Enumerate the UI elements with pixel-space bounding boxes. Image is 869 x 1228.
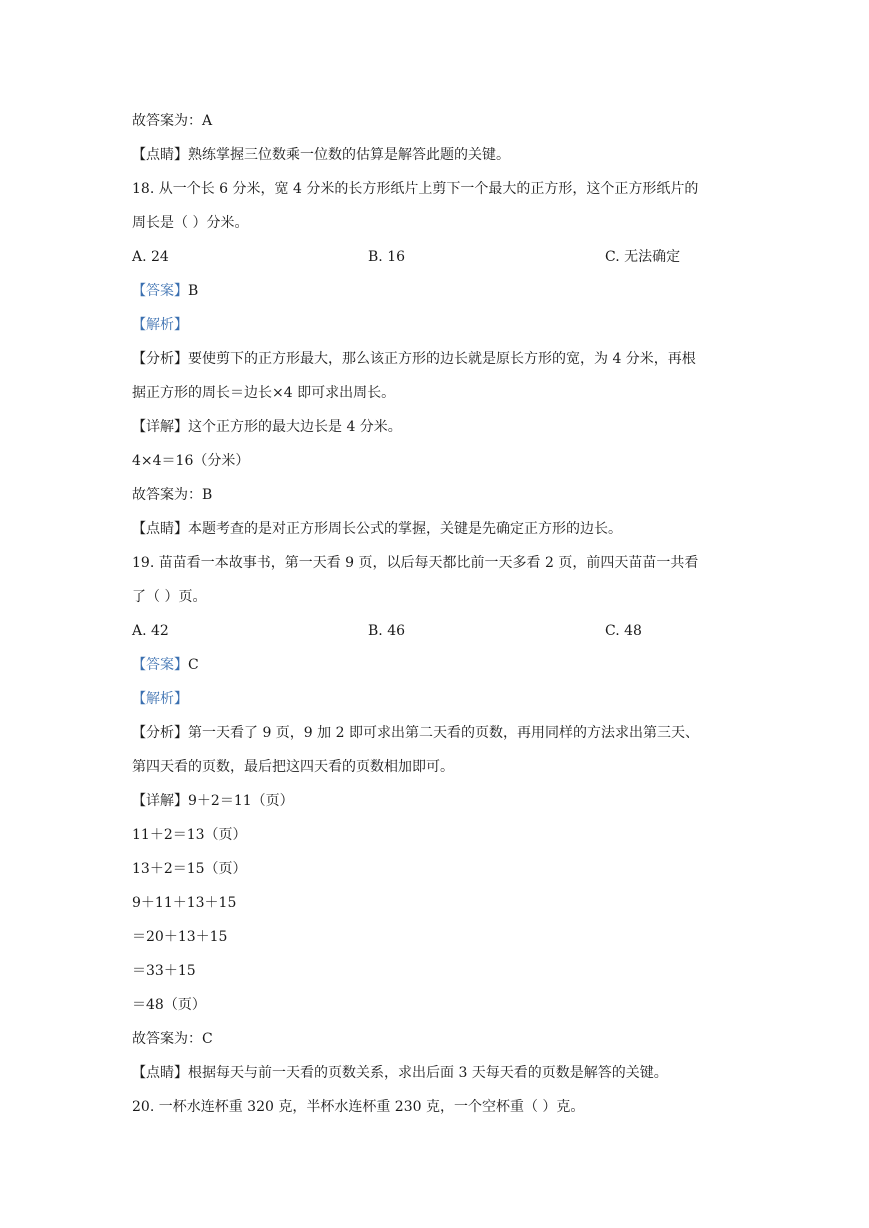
question-18-line-2: 周长是（ ）分米。 [132, 215, 249, 231]
analysis-line: 【分析】要使剪下的正方形最大，那么该正方形的边长就是原长方形的宽，为 4 分米，再根 [132, 351, 696, 367]
analysis-heading: 【解析】 [132, 691, 188, 707]
option-c: C. 48 [605, 623, 642, 639]
option-b: B. 16 [368, 249, 406, 265]
detail-line: 【详解】9＋2＝11（页） [132, 793, 294, 809]
question-19-line-1: 19. 苗苗看一本故事书，第一天看 9 页，以后每天都比前一天多看 2 页，前四天苗苗一共看 [132, 555, 699, 571]
answer-line: 故答案为：A [132, 113, 213, 129]
question-19-options [132, 614, 742, 648]
tip-line: 【点睛】本题考查的是对正方形周长公式的掌握，关键是先确定正方形的边长。 [132, 521, 622, 537]
option-b: B. 46 [368, 623, 406, 639]
tip-line: 【点睛】熟练掌握三位数乘一位数的估算是解答此题的关键。 [132, 147, 510, 163]
calc-line: ＝33＋15 [132, 963, 196, 979]
analysis-line-cont: 第四天看的页数，最后把这四天看的页数相加即可。 [132, 759, 454, 775]
analysis-line-cont: 据正方形的周长＝边长×4 即可求出周长。 [132, 385, 396, 401]
question-18-options [132, 240, 742, 274]
calc-line: 4×4＝16（分米） [132, 453, 250, 469]
question-18-line-1: 18. 从一个长 6 分米，宽 4 分米的长方形纸片上剪下一个最大的正方形，这个正方形纸片的 [132, 181, 699, 197]
calc-line: ＝20＋13＋15 [132, 929, 228, 945]
calc-line: 11＋2＝13（页） [132, 827, 247, 843]
option-a: A. 42 [132, 623, 169, 639]
option-a: A. 24 [132, 249, 169, 265]
answer-key-line: 【答案】C [132, 657, 199, 673]
calc-line: ＝48（页） [132, 997, 206, 1013]
tip-line: 【点睛】根据每天与前一天看的页数关系，求出后面 3 天每天看的页数是解答的关键。 [132, 1065, 668, 1081]
analysis-line: 【分析】第一天看了 9 页，9 加 2 即可求出第二天看的页数，再用同样的方法求出第三天、 [132, 725, 699, 741]
analysis-heading: 【解析】 [132, 317, 188, 333]
calc-line: 13＋2＝15（页） [132, 861, 247, 877]
question-19-line-2: 了（ ）页。 [132, 589, 207, 605]
answer-key-line: 【答案】B [132, 283, 199, 299]
option-c: C. 无法确定 [605, 249, 681, 265]
answer-line: 故答案为：B [132, 487, 213, 503]
question-20-line-1: 20. 一杯水连杯重 320 克，半杯水连杯重 230 克，一个空杯重（ ）克。 [132, 1099, 585, 1115]
answer-line: 故答案为：C [132, 1031, 213, 1047]
document-page [132, 104, 742, 1124]
calc-line: 9＋11＋13＋15 [132, 895, 237, 911]
detail-line: 【详解】这个正方形的最大边长是 4 分米。 [132, 419, 402, 435]
